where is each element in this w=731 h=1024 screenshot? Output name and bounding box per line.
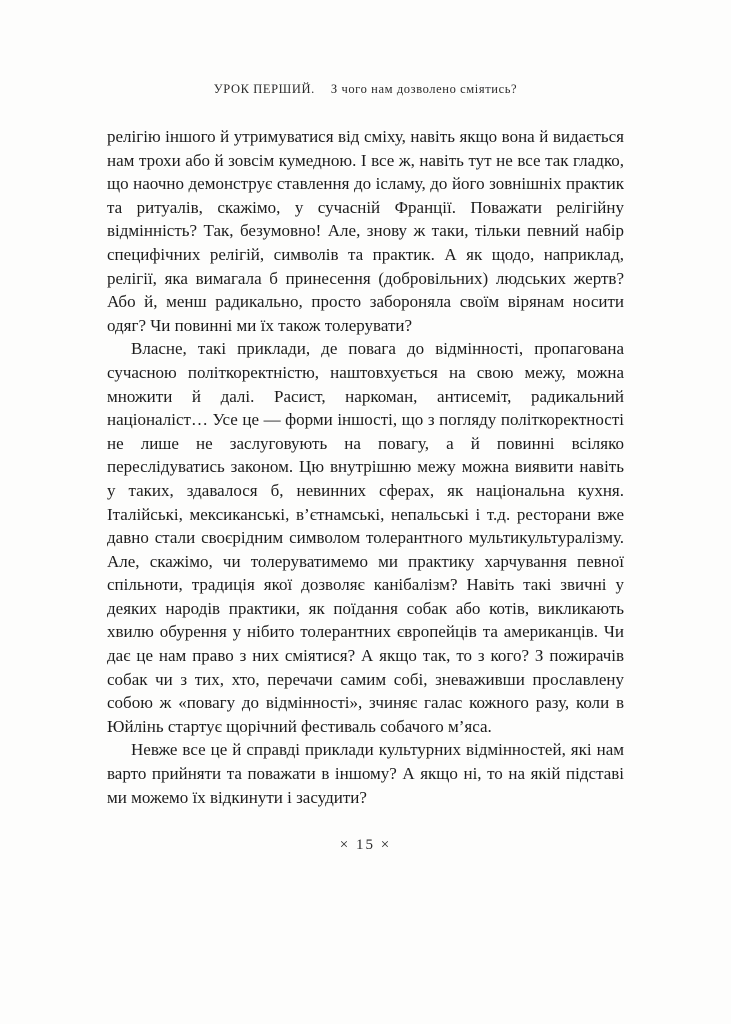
page-number: × 15 × — [339, 837, 392, 854]
chapter-label: УРОК ПЕРШИЙ. — [213, 82, 315, 96]
running-header — [107, 82, 624, 97]
page-footer — [107, 837, 624, 854]
paragraph: релігію іншого й утримуватися від сміху, навіть якщо вона й видається нам трохи або й зовсім кумедною. І все ж, навіть тут не все так гладко, що наочно демонструє ставлення до ісламу, до його зовнішніх практик та ритуалів, скажімо, у сучасній Франції. Поважати релігійну відмінність? Так, безумовно! Але, знову ж таки, тільки певний набір специфічних релігій, символів та практик. А як щодо, наприклад, релігії, яка вимагала б принесення (добровільних) людських жертв? Або й, менш радикально, просто забороняла своїм вірянам носити одяг? Чи повинні ми їх також толерувати? — [107, 127, 624, 335]
page-body — [107, 125, 624, 809]
paragraph: Власне, такі приклади, де повага до відмінності, пропагована сучасною політкоректністю, наштовхується на свою межу, можна множити й далі. Расист, наркоман, антисеміт, радикальний націоналіст… Усе це — форми іншості, що з погляду політкоректності не лише не заслуговують на повагу, а й повинні всіляко переслідуватись законом. Цю внутрішню межу можна виявити навіть у таких, здавалося б, невинних сферах, як національна кухня. Італійські, мексиканські, в’єтнамські, непальські і т.д. ресторани вже давно стали своєрідним символом толерантного мультикультуралізму. Але, скажімо, чи толеруватимемо ми практику харчування певної спільноти, традиція якої дозволяє канібалізм? Навіть такі звичні у деяких народів практики, як поїдання собак або котів, викликають хвилю обурення у нібито толерантних європейців та американців. Чи дає це нам право з них сміятися? А якщо так, то з кого? З пожирачів собак чи з тих, хто, перечачи самим собі, зневаживши прославлену собою ж «повагу до відмінності», зчиняє галас кожного разу, коли в Юйлінь стартує щорічний фестиваль собачого м’яса. — [107, 339, 624, 736]
paragraph: Невже все це й справді приклади культурних відмінностей, які нам варто прийняти та поважати в іншому? А якщо ні, то на якій підставі ми можемо їх відкинути і засудити? — [107, 740, 624, 807]
chapter-title: З чого нам дозволено сміятись? — [330, 82, 518, 96]
